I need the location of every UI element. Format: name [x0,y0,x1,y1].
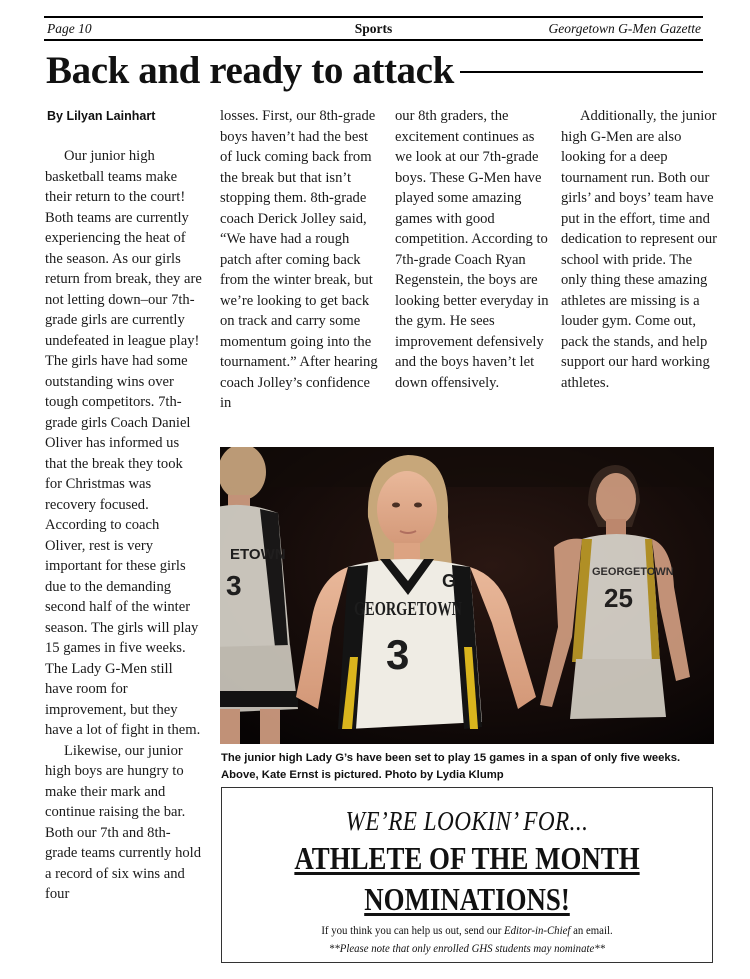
right-jersey-lettering: GEORGETOWN [592,566,674,578]
gym-wall-shadow [220,447,714,487]
ad-line-eligibility-note: **Please note that only enrolled GHS students may nominate** [328,941,606,955]
athlete-nomination-box [221,787,713,963]
column-3-paragraph: our 8th graders, the excitement continues as we look at our 7th-grade boys. These G-Men have played some amazing games with good competition. According to 7th-grade Coach Ryan Regenstein, the boys are looking better everyday in the gym. He sees improvement defensively and the boys haven’t let down offensively. [395,108,549,391]
ad-instructions-end: an email. [570,923,613,937]
column-4-paragraph: Additionally, the junior high G-Men are also looking for a deep tournament run. Both our girls’ and boys’ team have put in the effort, time and dedication to represent our school with pride. The only thing these amazing athletes are missing is a louder gym. Come out, pack the stands, and help support our hard working athletes. [561,108,718,391]
right-jersey-number: 25 [604,583,633,613]
ad-line-nominations: NOMINATIONS! [364,881,570,917]
left-jersey-number: 3 [226,570,242,601]
editor-in-chief-link: Editor-in-Chief [503,923,571,937]
caption-line-1: The junior high Lady G’s have been set to play 15 games in a span of only five weeks. [221,752,681,764]
left-jersey-lettering: ETOWN [230,546,286,563]
article-column-3 [395,106,550,393]
main-jersey-lettering: GEORGETOWN [354,598,463,620]
header-top-rule [44,16,703,18]
main-jersey-chest-letter: G [442,571,457,591]
page-header [44,20,703,38]
main-jersey-number: 3 [386,631,410,678]
ad-line-lookin-for: WE’RE LOOKIN’ FOR... [345,806,589,836]
publication-name: Georgetown G-Men Gazette [548,21,701,36]
article-column-2 [220,106,380,414]
headline-rule [460,71,703,73]
article-byline: By Lilyan Lainhart [47,109,156,123]
article-headline: Back and ready to attack [46,49,454,92]
column-1-paragraph-2: Likewise, our junior high boys are hungry to make their mark and continue raising the bar. Both our 7th and 8th-grade teams currently hold a record of six wins and four [45,742,202,902]
basketball-photo [220,447,714,744]
column-1-paragraph-1: Our junior high basketball teams make their return to the court! Both teams are currently experiencing the heat of the season. As our girls return from break, they are not letting down–our 7th-grade girls are currently undefeated in league play! The girls have had some outstanding wins over tough competitors. 7th-grade girls Coach Daniel Oliver has informed us that the break they took for Christmas was recovery focused. According to coach Oliver, rest is very important for these girls due to the demanding second half of the winter season. The girls will play 15 games in five weeks. The Lady G-Men still have room for improvement, but they have a lot of fight in them. [45,148,202,738]
caption-line-2: Above, Kate Ernst is pictured. Photo by Lydia Klump [221,768,504,781]
article-column-4 [561,106,719,393]
article-column-1 [45,146,203,905]
ad-line-instructions [247,923,688,938]
ad-line-athlete-of-month: ATHLETE OF THE MONTH [294,840,640,876]
column-2-paragraph: losses. First, our 8th-grade boys haven’t had the best of luck coming back from the break but that isn’t stopping them. 8th-grade coach Derick Jolley said, “We have had a rough patch after coming back from the winter break, but we’re looking to get back on track and carry some momentum going into the tournament.” After hearing coach Jolley’s confidence in [220,108,378,411]
section-name: Sports [354,21,393,36]
header-bottom-rule [44,39,703,41]
photo-illustration [220,447,714,744]
photo-caption [221,750,721,783]
ad-instructions-start: If you think you can help us out, send our [321,923,504,937]
page-number: Page 10 [47,21,92,36]
